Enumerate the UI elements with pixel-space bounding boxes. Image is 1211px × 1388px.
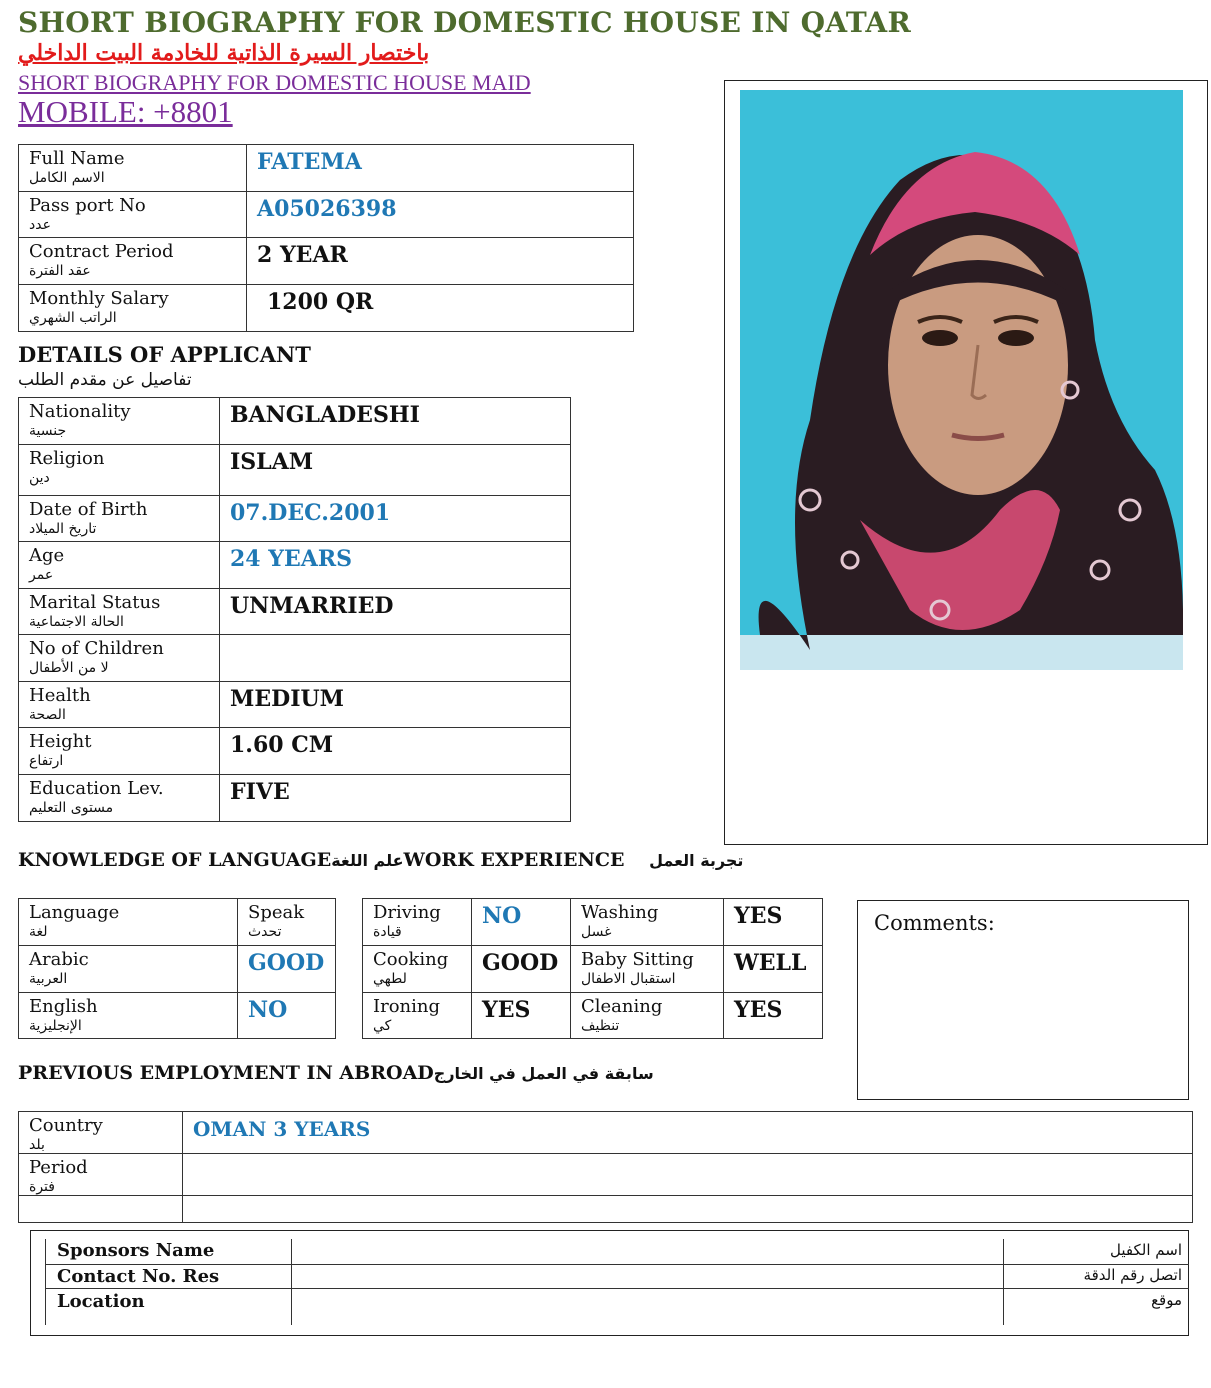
label-cell: Ironing كي	[363, 993, 472, 1039]
header-cell: Speak تحدث	[238, 899, 336, 946]
value-cell: NO	[238, 993, 336, 1039]
language-table	[18, 898, 336, 1039]
value-cell: ISLAM	[220, 445, 571, 496]
table-row	[19, 238, 634, 285]
value-cell: 24 YEARS	[220, 542, 571, 589]
label-cell: Full Name الاسم الكامل	[19, 145, 247, 192]
details-table	[18, 397, 571, 822]
label-cell: Pass port No عدد	[19, 192, 247, 238]
label-cell: Washing غسل	[571, 899, 724, 946]
label-cell: No of Children لا من الأطفال	[19, 635, 220, 682]
comments-label: Comments:	[874, 911, 995, 935]
label-cell: Religion دين	[19, 445, 220, 496]
table-row	[19, 542, 571, 589]
table-row	[363, 946, 823, 993]
work-heading-arabic: تجربة العمل	[649, 851, 744, 870]
table-row	[19, 192, 634, 238]
sponsor-name-label: Sponsors Name	[57, 1240, 215, 1261]
table-row	[19, 398, 571, 445]
table-row	[19, 993, 336, 1039]
label-cell: Arabic العربية	[19, 946, 238, 993]
value-cell: 07.DEC.2001	[220, 496, 571, 542]
label-cell: Cooking لطهي	[363, 946, 472, 993]
table-row	[19, 145, 634, 192]
value-cell: YES	[472, 993, 571, 1039]
table-row	[363, 899, 823, 946]
language-heading-arabic: علم اللغة	[331, 851, 404, 870]
comments-box[interactable]	[857, 900, 1189, 1100]
table-row	[19, 285, 634, 332]
contact-no-label: Contact No. Res	[57, 1266, 220, 1287]
previous-employment-table	[18, 1111, 1193, 1223]
table-row	[19, 946, 336, 993]
table-row	[19, 1154, 1193, 1196]
details-heading-arabic: تفاصيل عن مقدم الطلب	[18, 370, 192, 390]
label-cell: Driving قيادة	[363, 899, 472, 946]
value-cell: WELL	[724, 946, 823, 993]
value-cell: 2 YEAR	[247, 238, 634, 285]
value-cell: FATEMA	[247, 145, 634, 192]
value-cell	[220, 635, 571, 682]
location-label-arabic: موقع	[1151, 1291, 1182, 1309]
value-cell: 1.60 CM	[220, 728, 571, 775]
mobile-number: MOBILE: +8801	[18, 94, 233, 129]
value-cell: YES	[724, 993, 823, 1039]
basic-info-table	[18, 144, 634, 332]
label-cell: Monthly Salary الراتب الشهري	[19, 285, 247, 332]
document-title-arabic: باختصار السيرة الذاتية للخادمة البيت الداخلي	[18, 40, 430, 66]
contact-no-label-arabic: اتصل رقم الدقة	[1083, 1266, 1182, 1284]
table-row	[19, 496, 571, 542]
table-row	[19, 728, 571, 775]
label-cell: Education Lev. مستوى التعليم	[19, 775, 220, 822]
table-row	[19, 1196, 1193, 1223]
previous-heading-text: PREVIOUS EMPLOYMENT IN ABROAD	[18, 1062, 434, 1084]
label-cell: English الإنجليزية	[19, 993, 238, 1039]
label-cell: Health الصحة	[19, 682, 220, 728]
value-cell: BANGLADESHI	[220, 398, 571, 445]
details-heading: DETAILS OF APPLICANT	[18, 342, 311, 367]
value-cell	[183, 1154, 1193, 1196]
value-cell: MEDIUM	[220, 682, 571, 728]
previous-heading-arabic: سابقة في العمل في الخارج	[433, 1064, 654, 1083]
value-cell: GOOD	[472, 946, 571, 993]
label-cell: Cleaning تنظيف	[571, 993, 724, 1039]
label-cell: Marital Status الحالة الاجتماعية	[19, 589, 220, 635]
value-cell: A05026398	[247, 192, 634, 238]
document-subtitle: SHORT BIOGRAPHY FOR DOMESTIC HOUSE MAID	[18, 70, 531, 95]
label-cell: Contract Period عقد الفترة	[19, 238, 247, 285]
table-row	[19, 635, 571, 682]
table-row	[19, 589, 571, 635]
value-cell	[183, 1196, 1193, 1223]
value-cell: 1200 QR	[247, 285, 634, 332]
value-cell: NO	[472, 899, 571, 946]
label-cell: Age عمر	[19, 542, 220, 589]
work-experience-table	[362, 898, 823, 1039]
label-cell: Language لغة	[19, 899, 238, 946]
table-row	[19, 1112, 1193, 1154]
label-cell: Date of Birth تاريخ الميلاد	[19, 496, 220, 542]
table-row	[19, 899, 336, 946]
table-row	[363, 993, 823, 1039]
table-row	[19, 775, 571, 822]
value-cell: OMAN 3 YEARS	[183, 1112, 1193, 1154]
label-cell: Period فترة	[19, 1154, 183, 1196]
work-heading: WORK EXPERIENCE	[403, 849, 625, 871]
label-cell: Nationality جنسية	[19, 398, 220, 445]
value-cell: YES	[724, 899, 823, 946]
location-label: Location	[57, 1291, 145, 1312]
sponsor-box	[30, 1230, 1189, 1336]
value-cell: UNMARRIED	[220, 589, 571, 635]
value-cell: FIVE	[220, 775, 571, 822]
previous-employment-heading	[18, 1062, 654, 1084]
label-cell: Country بلد	[19, 1112, 183, 1154]
sponsor-name-label-arabic: اسم الكفيل	[1110, 1241, 1182, 1259]
value-cell: GOOD	[238, 946, 336, 993]
applicant-photo	[740, 90, 1183, 670]
document-title: SHORT BIOGRAPHY FOR DOMESTIC HOUSE IN QATAR	[18, 6, 912, 39]
table-row	[19, 682, 571, 728]
language-heading: KNOWLEDGE OF LANGUAGE	[18, 849, 332, 871]
label-cell: Baby Sitting استقبال الاطفال	[571, 946, 724, 993]
table-row	[19, 445, 571, 496]
label-cell: Height ارتفاع	[19, 728, 220, 775]
skills-heading	[18, 849, 743, 871]
label-cell	[19, 1196, 183, 1223]
